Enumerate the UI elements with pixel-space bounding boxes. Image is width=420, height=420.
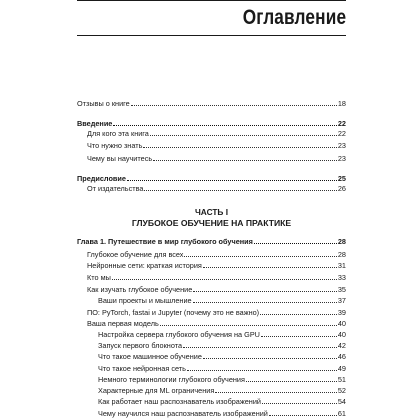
top-rule [77,0,346,1]
toc-entry[interactable] [77,318,346,328]
toc-entry[interactable] [77,329,346,339]
toc-entry-title: Что такое нейронная сеть [98,364,186,373]
toc-entry-title: Настройка сервера глубокого обучения на GPU [98,330,260,339]
toc-entry-title: От издательства [87,184,144,193]
toc-entry-page: 25 [337,174,346,183]
toc-leader-dots [260,314,337,315]
toc-entry[interactable] [77,118,346,128]
toc-entry-title: Что нужно знать [87,141,143,150]
toc-entry-page: 39 [337,308,346,317]
toc-entry-page: 22 [337,119,346,128]
toc-entry[interactable] [77,374,346,384]
toc-entry[interactable] [77,307,346,317]
toc-entry-title: Нейронные сети: краткая история [87,261,202,270]
toc-entry[interactable] [77,363,346,373]
toc-leader-dots [131,105,337,106]
toc-entry[interactable] [77,396,346,406]
toc-entry-page: 37 [337,296,346,305]
toc-entry[interactable] [77,260,346,270]
toc-entry-page: 23 [337,141,346,150]
toc-entry-title: Как изучать глубокое обучение [87,285,193,294]
toc-entry-title: Немного терминологии глубокого обучения [98,375,245,384]
toc-leader-dots [254,243,337,244]
toc-leader-dots [143,147,336,148]
toc-entry-page: 26 [337,184,346,193]
toc-leader-dots [144,190,336,191]
toc-entry-title: Запуск первого блокнота [98,341,183,350]
part-name: ГЛУБОКОЕ ОБУЧЕНИЕ НА ПРАКТИКЕ [131,218,292,228]
toc-entry[interactable] [77,408,346,418]
toc-entry[interactable] [77,249,346,259]
toc-entry-page: 18 [337,99,346,108]
toc-leader-dots [160,325,337,326]
toc-entry[interactable] [77,173,346,183]
toc-entry[interactable] [77,236,346,246]
toc-entry-page: 61 [337,409,346,418]
toc-entry[interactable] [77,385,346,395]
toc-entry-title: Чему научился наш распознаватель изображений [98,409,268,418]
toc-leader-dots [215,392,337,393]
toc-leader-dots [113,125,337,126]
toc-entry-page: 51 [337,375,346,384]
toc-leader-dots [183,347,337,348]
toc-entry[interactable] [77,140,346,150]
toc-entry-page: 54 [337,397,346,406]
toc-entry[interactable] [77,153,346,163]
toc-entry-title: Кто мы [87,273,111,282]
toc-entry-title: Как работает наш распознаватель изображений [98,397,261,406]
toc-entry-title: Отзывы о книге [77,99,130,108]
toc-entry-page: 31 [337,261,346,270]
toc-entry[interactable] [77,340,346,350]
toc-leader-dots [193,291,337,292]
toc-entry[interactable] [77,284,346,294]
toc-entry-page: 42 [337,341,346,350]
toc-entry-page: 40 [337,319,346,328]
toc-leader-dots [193,302,337,303]
toc-entry-title: Характерные для ML ограничения [98,386,215,395]
toc-entry-page: 49 [337,364,346,373]
toc-leader-dots [203,358,337,359]
toc-entry-title: Что такое машинное обучение [98,352,202,361]
toc-entry-title: Предисловие [77,174,126,183]
toc-entry[interactable] [77,351,346,361]
toc-entry-title: Глубокое обучение для всех [87,250,184,259]
toc-entry-page: 40 [337,330,346,339]
toc-entry-page: 23 [337,154,346,163]
toc-entry-page: 52 [337,386,346,395]
toc-entry-page: 35 [337,285,346,294]
toc-leader-dots [153,160,337,161]
toc-leader-dots [203,267,337,268]
toc-entry[interactable] [77,98,346,108]
toc-leader-dots [246,381,337,382]
toc-entry-title: Введение [77,119,113,128]
toc-entry-title: Ваша первая модель [87,319,159,328]
part-number: ЧАСТЬ I [194,207,229,217]
toc-entry-title: Ваши проекты и мышление [98,296,192,305]
toc-entry-title: ПО: PyTorch, fastai и Jupyter (почему это не важно) [87,308,260,317]
toc-entry[interactable] [77,272,346,282]
toc-leader-dots [262,403,337,404]
toc-leader-dots [112,279,337,280]
toc-entry[interactable] [77,183,346,193]
toc-entry-title: Чему вы научитесь [87,154,153,163]
toc-leader-dots [269,415,337,416]
toc-leader-dots [184,256,336,257]
toc-entry-page: 46 [337,352,346,361]
part-heading [77,207,346,229]
toc-entry[interactable] [77,128,346,138]
header-rule [77,35,346,36]
toc-leader-dots [187,370,337,371]
toc-leader-dots [261,336,337,337]
toc-leader-dots [150,135,337,136]
toc-entry-page: 33 [337,273,346,282]
toc-entry-title: Глава 1. Путешествие в мир глубокого обучения [77,237,253,246]
toc-leader-dots [127,180,337,181]
toc-entry-page: 28 [337,237,346,246]
toc-entry[interactable] [77,295,346,305]
toc-entry-page: 28 [337,250,346,259]
toc-entry-page: 22 [337,129,346,138]
page-title: Оглавление [242,6,346,29]
toc-entry-title: Для кого эта книга [87,129,149,138]
